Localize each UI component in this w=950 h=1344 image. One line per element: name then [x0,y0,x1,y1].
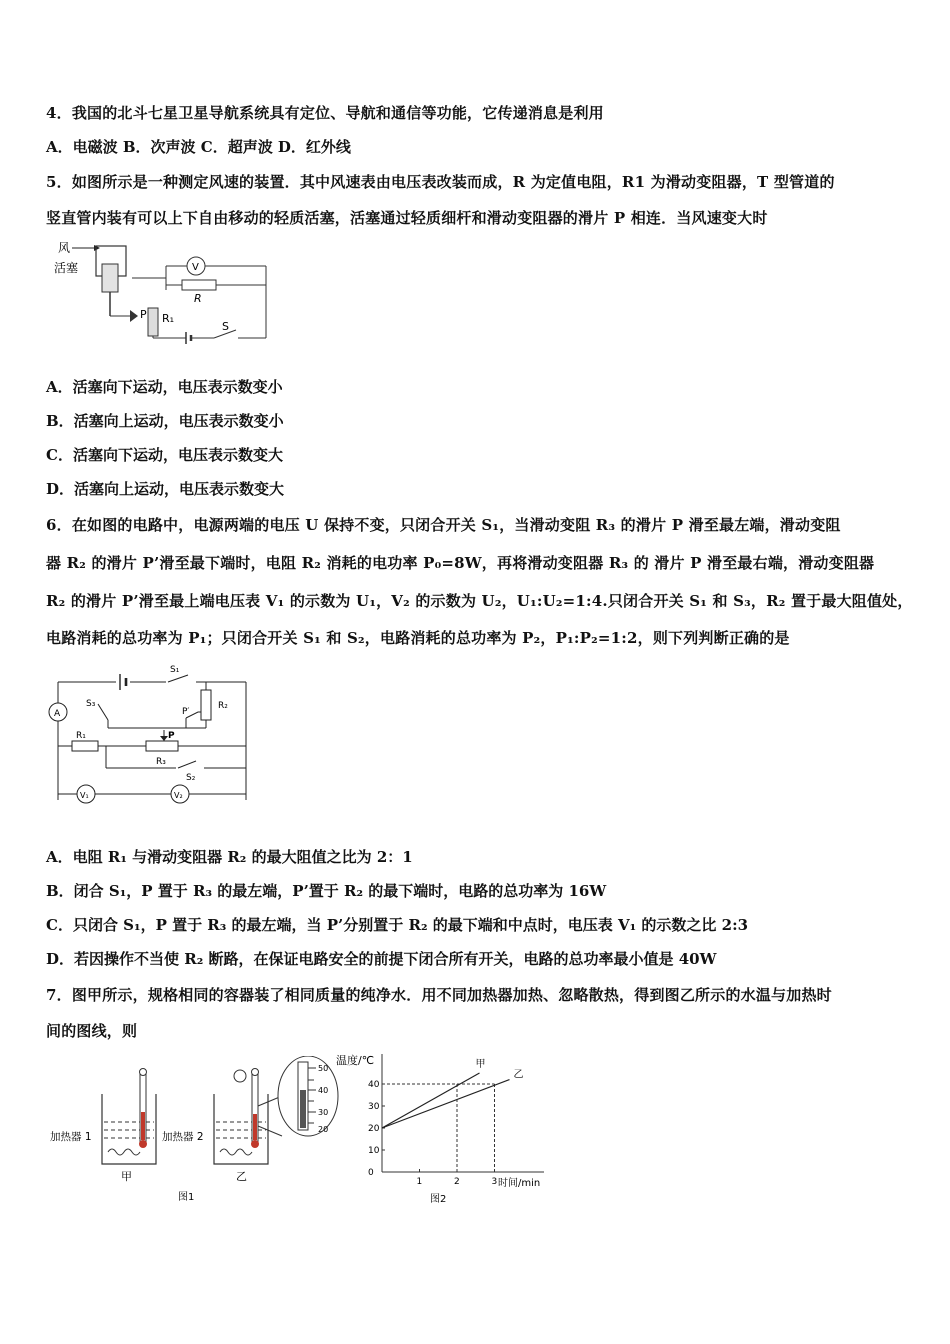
q6-option-b: B．闭合 S₁，P 置于 R₃ 的最左端，P’置于 R₂ 的最下端时，电路的总功率为 16W [46,882,607,900]
y-tick-label-0: 0 [368,1168,374,1178]
q5-fig-s-label: S [222,320,229,333]
q6-fig-s2-label: S₂ [186,773,196,783]
q6-switch-s3 [98,704,108,720]
q7-figure-1-caption: 图1 [178,1192,195,1203]
q5-fig-p-label: P [140,308,147,321]
q7-stem-line-2: 间的图线，则 [46,1022,138,1040]
q5-option-c: C．活塞向下运动，电压表示数变大 [46,446,283,464]
q5-resistor-r [182,280,216,290]
q7-heater-coil-1 [108,1149,140,1155]
q6-fig-s1-label: S₁ [170,665,180,675]
q5-wind-speed-figure [46,238,276,350]
q6-fig-r2-label: R₂ [218,701,228,711]
y-tick-label-30: 30 [368,1102,380,1112]
series-label-2: 乙 [513,1069,524,1081]
x-tick-label-1: 1 [416,1177,423,1187]
q7-zoom-line-bottom [258,1126,282,1136]
x-axis-title: 时间/min [498,1178,541,1189]
q5-option-d: D．活塞向上运动，电压表示数变大 [46,480,285,498]
q6-fig-r3-label: R₃ [156,757,166,767]
q6-fig-v1-label: V₁ [80,791,89,800]
q6-fig-p-prime-label: P′ [182,707,190,717]
q7-heater-coil-2 [220,1149,252,1155]
q6-fig-s3-label: S₃ [86,699,96,709]
q6-option-a: A．电阻 R₁ 与滑动变阻器 R₂ 的最大阻值之比为 2：1 [46,848,413,866]
q6-fig-r1-label: R₁ [76,731,86,741]
q5-fig-r1-label: R₁ [162,312,175,325]
q7-figure-1 [46,1056,346,1208]
q5-stem-line-2: 竖直管内装有可以上下自由移动的轻质活塞，活塞通过轻质细杆和滑动变阻器的滑片 P 相连．当风速变大时 [46,209,768,227]
q5-rheostat-r1 [148,308,158,336]
q6-stem-line-4: 电路消耗的总功率为 P₁；只闭合开关 S₁ 和 S₂，电路消耗的总功率为 P₂，P₁:P₂=1:2，则下列判断正确的是 [46,629,790,647]
q5-option-b: B．活塞向上运动，电压表示数变小 [46,412,284,430]
y-tick-label-10: 10 [368,1146,380,1156]
q7-scale-30: 30 [318,1108,329,1117]
q6-resistor-r1 [72,741,98,751]
q5-stem-line-1: 5．如图所示是一种测定风速的装置．其中风速表由电压表改装而成，R 为定值电阻，R1 为滑动变阻器，T 型管道的 [46,173,835,191]
series-line-2 [382,1080,510,1128]
y-tick-label-20: 20 [368,1124,380,1134]
q7-figure-2-chart [330,1050,560,1210]
q7-stem-line-1: 7．图甲所示，规格相同的容器装了相同质量的纯净水．用不同加热器加热、忽略散热，得到图乙所示的水温与加热时 [46,986,832,1004]
y-axis-title: 温度/℃ [336,1054,375,1067]
q7-heater-2-label: 加热器 2 [162,1131,204,1143]
q6-fig-a-label: A [54,709,61,719]
q7-scale-20: 20 [318,1125,329,1134]
q7-scale-40: 40 [318,1086,329,1095]
q5-option-a: A．活塞向下运动，电压表示数变小 [46,378,283,396]
q6-fig-v2-label: V₂ [174,791,183,800]
q7-beaker-2 [214,1094,268,1164]
y-tick-label-40: 40 [368,1080,380,1090]
q7-beaker-2-label: 乙 [236,1170,247,1183]
series-label-1: 甲 [475,1059,486,1070]
x-tick-label-3: 3 [491,1177,498,1187]
q6-stem-line-1: 6．在如图的电路中，电源两端的电压 U 保持不变，只闭合开关 S₁，当滑动变阻 R₃ 的滑片 P 滑至最左端，滑动变阻 [46,516,841,534]
q7-scale-50: 50 [318,1064,329,1073]
q6-option-d: D．若因操作不当使 R₂ 断路，在保证电路安全的前提下闭合所有开关，电路的总功率最小值是 40W [46,950,717,968]
q7-heater-1-label: 加热器 1 [50,1131,92,1143]
q6-option-c: C．只闭合 S₁，P 置于 R₃ 的最左端，当 P’分别置于 R₂ 的最下端和中点时，电压表 V₁ 的示数之比 2:3 [46,916,749,934]
chart-caption: 图2 [430,1194,447,1205]
q5-piston [102,264,118,292]
q6-fig-p-label: P [168,731,175,741]
x-tick-label-2: 2 [454,1177,460,1187]
q6-circuit-figure [46,660,256,808]
q5-fig-piston-label: 活塞 [54,261,79,275]
q6-stem-line-2: 器 R₂ 的滑片 P’滑至最下端时，电阻 R₂ 消耗的电功率 P₀=8W，再将滑动变阻器 R₃ 的 滑片 P 滑至最右端，滑动变阻器 [46,554,875,572]
q4-stem: 4．我国的北斗七星卫星导航系统具有定位、导航和通信等功能，它传递消息是利用 [46,104,604,122]
q5-fig-r-label: R [194,292,202,305]
q4-options: A．电磁波 B．次声波 C．超声波 D．红外线 [46,138,351,156]
q5-fig-wind-label: 风 [58,241,71,255]
q7-beaker-1 [102,1094,156,1164]
q6-rheostat-r3 [146,741,178,751]
q6-stem-line-3: R₂ 的滑片 P’滑至最上端电压表 V₁ 的示数为 U₁，V₂ 的示数为 U₂，U₁:U₂=1:4.只闭合开关 S₁ 和 S₃，R₂ 置于最大阻值处， [46,592,913,610]
series-line-1 [382,1073,480,1128]
q6-rheostat-r2 [201,690,211,720]
q5-fig-v-label: V [192,262,199,273]
q7-beaker-1-label: 甲 [121,1170,132,1183]
